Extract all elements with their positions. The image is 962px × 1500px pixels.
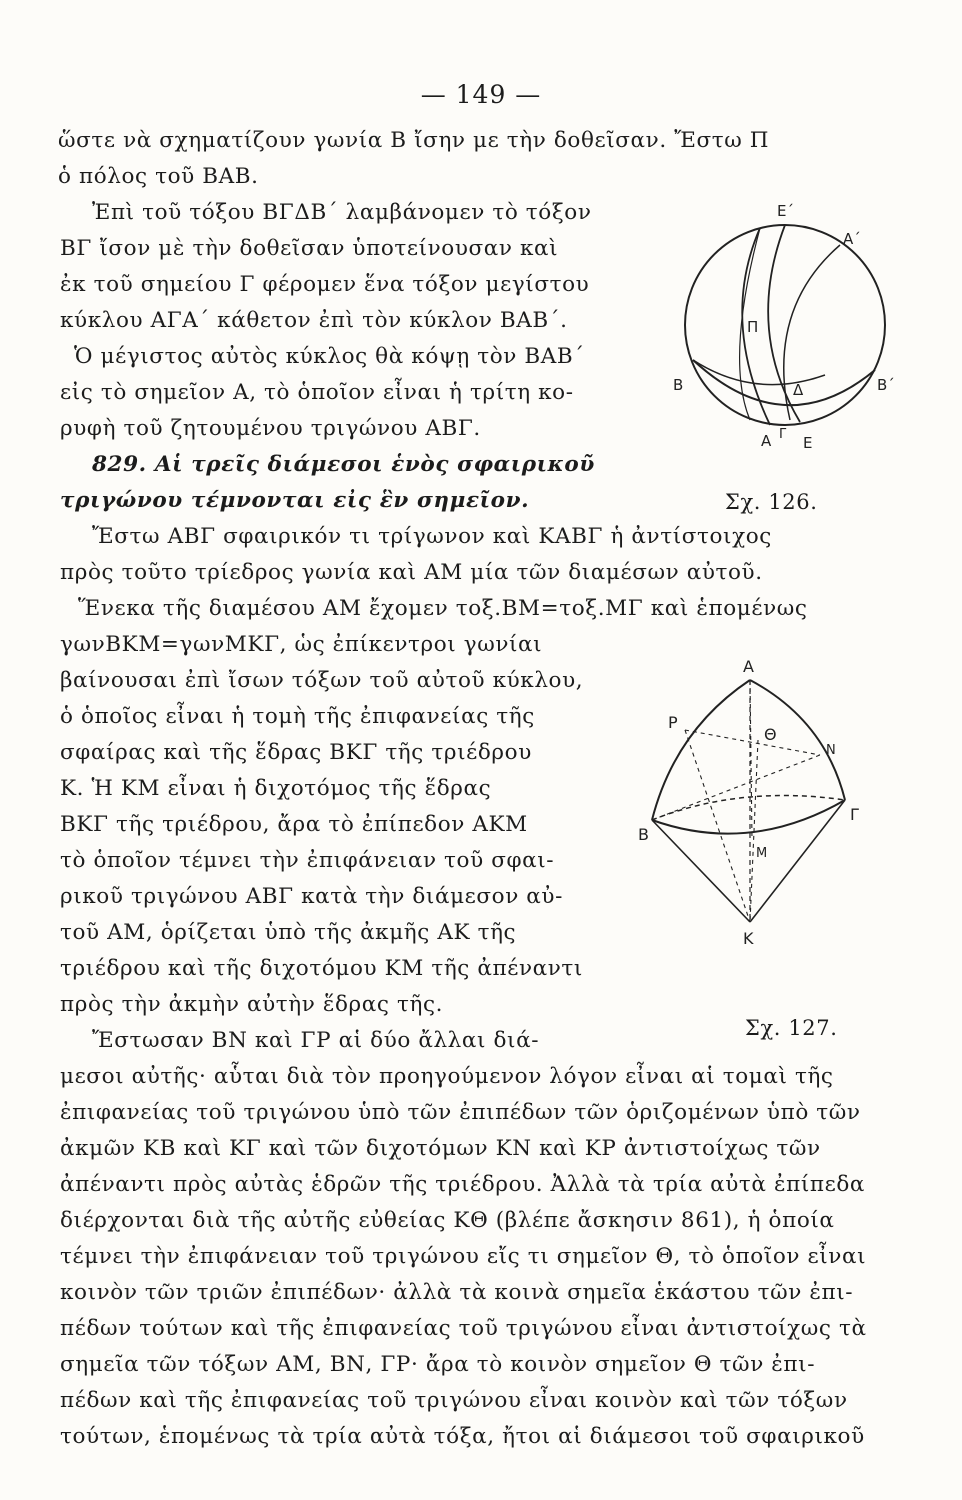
- arc-BG-back: [652, 796, 845, 821]
- figure-126: [665, 200, 895, 460]
- label-A-prime: Α΄: [843, 230, 861, 248]
- text-line: ρυφὴ τοῦ ζητουμένου τριγώνου ΑΒΓ.: [60, 416, 481, 441]
- line-KP: [685, 730, 750, 922]
- label-E-prime: Ε΄: [777, 202, 794, 220]
- text-line: ἐπιφανείας τοῦ τριγώνου ὑπὸ τῶν ἐπιπέδων τῶν ὁριζομένων ὑπὸ τῶν: [60, 1100, 861, 1125]
- text-line: τέμνει τὴν ἐπιφάνειαν τοῦ τριγώνου εἴς τι σημεῖον Θ, τὸ ὁποῖον εἶναι: [60, 1244, 867, 1269]
- label-P: Ρ: [668, 713, 678, 732]
- text-line: ὁ ὁποῖος εἶναι ἡ τομὴ τῆς ἐπιφανείας τῆς: [60, 704, 535, 729]
- label-B-prime: Β΄: [877, 376, 895, 394]
- text-line: πρὸς τοῦτο τρίεδρος γωνία καὶ ΑΜ μία τῶν διαμέσων αὐτοῦ.: [60, 560, 763, 585]
- label-Theta: Θ: [764, 725, 777, 744]
- text-line: Ἐπὶ τοῦ τόξου ΒΓΔΒ΄ λαμβάνομεν τὸ τόξον: [92, 200, 592, 225]
- label-K: Κ: [743, 929, 754, 948]
- label-B: Β: [673, 376, 684, 394]
- label-Pi: Π: [747, 318, 759, 336]
- text-line: πρὸς τὴν ἀκμὴν αὐτὴν ἕδρας τῆς.: [60, 992, 444, 1017]
- text-line: σφαίρας καὶ τῆς ἕδρας ΒΚΓ τῆς τριέδρου: [60, 740, 532, 765]
- label-A: Α: [743, 657, 754, 676]
- label-Gamma: Γ: [850, 805, 859, 824]
- text-line: ρικοῦ τριγώνου ΑΒΓ κατὰ τὴν διάμεσον αὐ-: [60, 884, 563, 909]
- theorem-heading: [92, 454, 595, 476]
- label-A: Α: [761, 432, 772, 450]
- arc-AB: [652, 680, 750, 820]
- text-line: Ἔστω ΑΒΓ σφαιρικόν τι τρίγωνον καὶ ΚΑΒΓ ἡ ἀντίστοιχος: [92, 524, 772, 549]
- text-line: Κ. Ἡ ΚΜ εἶναι ἡ διχοτόμος τῆς ἕδρας: [60, 776, 492, 801]
- text-line: κύκλου ΑΓΑ΄ κάθετον ἐπὶ τὸν κύκλον ΒΑΒ΄.: [60, 308, 568, 333]
- text-line: τούτων, ἑπομένως τὰ τρία αὐτὰ τόξα, ἤτοι αἱ διάμεσοι τοῦ σφαιρικοῦ: [60, 1424, 865, 1449]
- label-N: Ν: [826, 743, 836, 758]
- text-line: τοῦ ΑΜ, ὁρίζεται ὑπὸ τῆς ἀκμῆς ΑΚ τῆς: [60, 920, 517, 945]
- text-line: Ἔστωσαν ΒΝ καὶ ΓΡ αἱ δύο ἄλλαι διά-: [92, 1028, 540, 1053]
- text-line: ὥστε νὰ σχηματίζουν γωνία Β ἴσην με τὴν δοθεῖσαν. Ἔστω Π: [58, 128, 770, 153]
- edge-KB: [652, 820, 750, 922]
- text-line: τριέδρου καὶ τῆς διχοτόμου ΚΜ τῆς ἀπέναντι: [60, 956, 583, 981]
- text-line: διέρχονται διὰ τῆς αὐτῆς εὐθείας ΚΘ (βλέπε ἄσκησιν 861), ἡ ὁποία: [60, 1208, 835, 1233]
- figure-126-caption: Σχ. 126.: [725, 490, 818, 514]
- page-number: — 149 —: [420, 80, 542, 109]
- text-line: ὁ πόλος τοῦ ΒΑΒ.: [58, 164, 259, 189]
- median-BN: [652, 755, 820, 820]
- figure-127: [630, 650, 870, 970]
- figure-127-caption: Σχ. 127.: [745, 1016, 838, 1040]
- text-line: ἀκμῶν ΚΒ καὶ ΚΓ καὶ τῶν διχοτόμων ΚΝ καὶ ΚΡ ἀντιστοίχως τῶν: [60, 1136, 821, 1161]
- text-line: Ὁ μέγιστος αὐτὸς κύκλος θὰ κόψῃ τὸν ΒΑΒ΄: [74, 344, 585, 369]
- text-line: μεσοι αὐτῆς· αὗται διὰ τὸν προηγούμενον λόγον εἶναι αἱ τομαὶ τῆς: [60, 1064, 834, 1089]
- label-M: Μ: [756, 846, 768, 861]
- theorem-title: Αἱ τρεῖς διάμεσοι ἑνὸς σφαιρικοῦ: [154, 452, 595, 477]
- text-line: γωνΒΚΜ=γωνΜΚΓ, ὡς ἐπίκεντροι γωνίαι: [60, 632, 543, 657]
- text-line: ἀπέναντι πρὸς αὐτὰς ἑδρῶν τῆς τριέδρου. Ἀλλὰ τὰ τρία αὐτὰ ἐπίπεδα: [60, 1172, 866, 1197]
- label-E: Ε: [803, 434, 813, 452]
- text-line: ΒΓ ἴσον μὲ τὴν δοθεῖσαν ὑποτείνουσαν καὶ: [60, 236, 559, 261]
- text-line: εἰς τὸ σημεῖον Α, τὸ ὁποῖον εἶναι ἡ τρίτη κο-: [60, 380, 574, 405]
- text-line: τὸ ὁποῖον τέμνει τὴν ἐπιφάνειαν τοῦ σφαι-: [60, 848, 555, 873]
- text-line: σημεῖα τῶν τόξων ΑΜ, ΒΝ, ΓΡ· ἄρα τὸ κοινὸν σημεῖον Θ τῶν ἐπι-: [60, 1352, 816, 1377]
- text-line: ἐκ τοῦ σημείου Γ φέρομεν ἕνα τόξον μεγίστου: [60, 272, 590, 297]
- arc-BAB: [693, 360, 825, 385]
- arc-BG: [652, 800, 845, 834]
- theorem-number: 829.: [92, 452, 147, 477]
- text-line: ΒΚΓ τῆς τριέδρου, ἄρα τὸ ἐπίπεδον ΑΚΜ: [60, 812, 528, 837]
- text-line: κοινὸν τῶν τριῶν ἐπιπέδων· ἀλλὰ τὰ κοινὰ σημεῖα ἑκάστου τῶν ἐπι-: [60, 1280, 854, 1305]
- text-line: πέδων τούτων καὶ τῆς ἐπιφανείας τοῦ τριγώνου εἶναι ἀντιστοίχως τὰ: [60, 1316, 867, 1341]
- label-B: Β: [638, 825, 649, 844]
- theorem-title-cont: τριγώνου τέμνονται εἰς ἓν σημεῖον.: [60, 488, 530, 513]
- label-Gamma: Γ: [779, 427, 787, 442]
- label-Delta: Δ: [793, 381, 804, 399]
- median-PG: [685, 730, 820, 755]
- text-line: Ἕνεκα τῆς διαμέσου ΑΜ ἔχομεν τοξ.ΒΜ=τοξ.ΜΓ καὶ ἑπομένως: [78, 596, 808, 621]
- text-line: βαίνουσαι ἐπὶ ἴσων τόξων τοῦ αὐτοῦ κύκλου,: [60, 668, 584, 693]
- text-line: πέδων καὶ τῆς ἐπιφανείας τοῦ τριγώνου εἶναι κοινὸν καὶ τῶν τόξων: [60, 1388, 848, 1413]
- edge-KG: [750, 800, 845, 922]
